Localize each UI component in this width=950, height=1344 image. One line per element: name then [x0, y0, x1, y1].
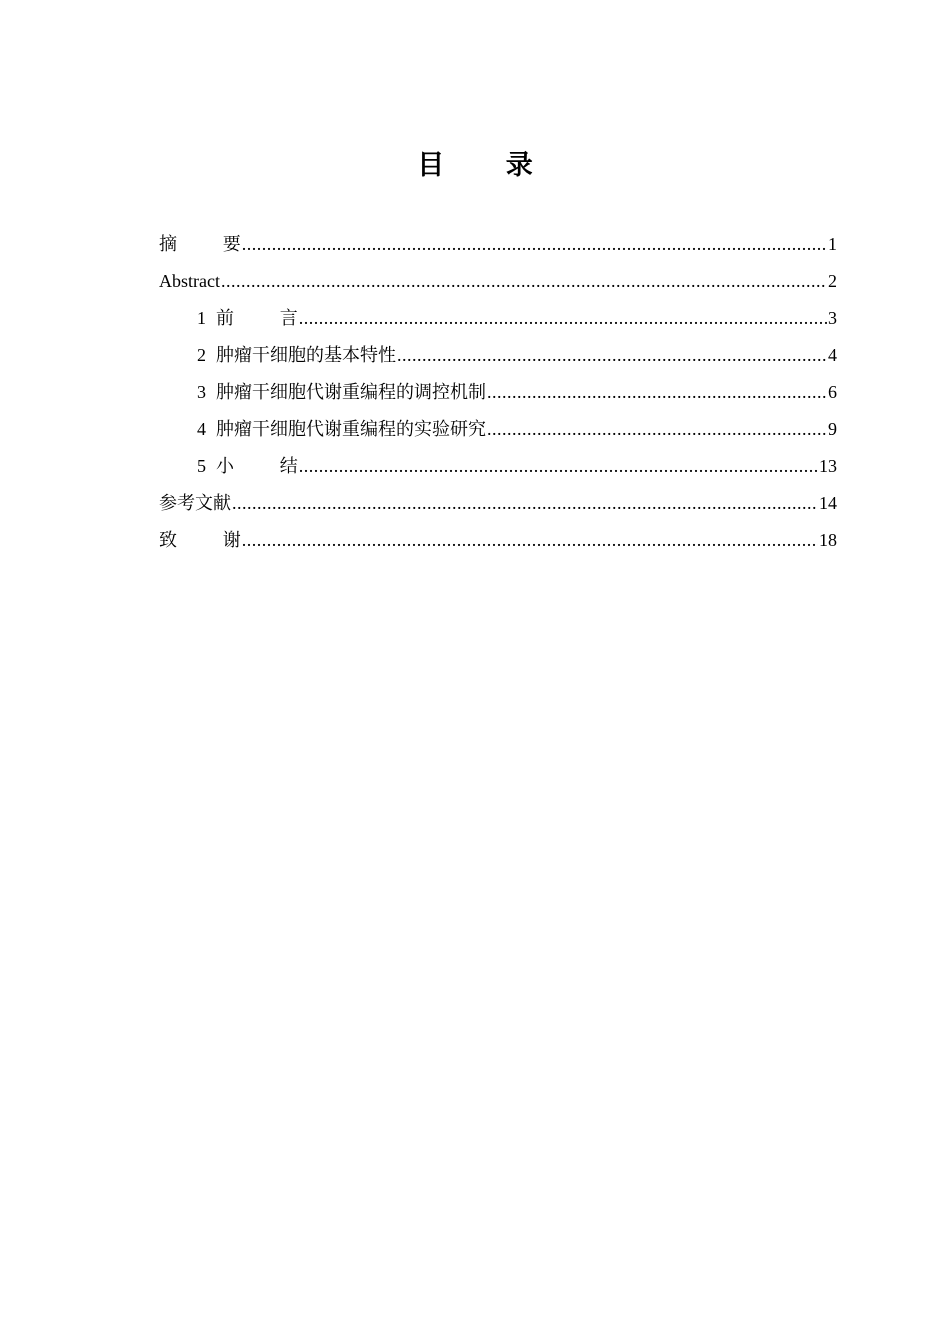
- toc-entry-section-2[interactable]: [159, 339, 837, 376]
- toc-entry-text: 致 谢: [159, 530, 261, 551]
- toc-page-number: 1: [828, 234, 837, 254]
- toc-dot-leader: [242, 228, 827, 260]
- toc-dot-leader: [232, 487, 818, 519]
- page-title: 目 录: [417, 150, 559, 181]
- toc-entry-section-4[interactable]: [159, 413, 837, 450]
- toc-entry-references[interactable]: [159, 487, 837, 524]
- toc-page-number: 18: [819, 530, 837, 550]
- toc-entry-text: 肿瘤干细胞代谢重编程的实验研究: [216, 419, 486, 440]
- toc-page-number: 13: [819, 456, 837, 476]
- toc-dot-leader: [242, 524, 818, 556]
- toc-dot-leader: [299, 450, 818, 482]
- toc-entry-text: 肿瘤干细胞代谢重编程的调控机制: [216, 382, 486, 403]
- toc-page-number: 2: [828, 271, 837, 291]
- toc-section-number: 1: [197, 308, 206, 328]
- toc-dot-leader: [299, 302, 827, 334]
- toc-dot-leader: [221, 265, 827, 297]
- toc-entry-text: 参考文献: [159, 493, 231, 514]
- toc-entry-section-3[interactable]: [159, 376, 837, 413]
- toc-page-number: 9: [828, 419, 837, 439]
- toc-page-number: 14: [819, 493, 837, 513]
- toc-page-number: 6: [828, 382, 837, 402]
- toc-entry-section-1[interactable]: [159, 302, 837, 339]
- toc-entry-abstract-en[interactable]: [159, 265, 837, 302]
- toc-entry-acknowledgements[interactable]: [159, 524, 837, 561]
- toc-entry-text: 摘 要: [159, 234, 261, 255]
- toc-section-number: 4: [197, 419, 206, 439]
- toc-entry-text: 肿瘤干细胞的基本特性: [216, 345, 396, 366]
- toc-page-number: 3: [828, 308, 837, 328]
- toc-dot-leader: [397, 339, 827, 371]
- toc-dot-leader: [487, 376, 827, 408]
- toc-page-number: 4: [828, 345, 837, 365]
- toc-section-number: 2: [197, 345, 206, 365]
- toc-entry-abstract-cn[interactable]: [159, 228, 837, 265]
- table-of-contents: [159, 228, 837, 561]
- toc-section-number: 3: [197, 382, 206, 402]
- toc-entry-section-5[interactable]: [159, 450, 837, 487]
- toc-dot-leader: [487, 413, 827, 445]
- toc-entry-text: Abstract: [159, 271, 220, 291]
- toc-entry-text: 前 言: [216, 308, 318, 329]
- toc-section-number: 5: [197, 456, 206, 476]
- toc-entry-text: 小 结: [216, 456, 318, 477]
